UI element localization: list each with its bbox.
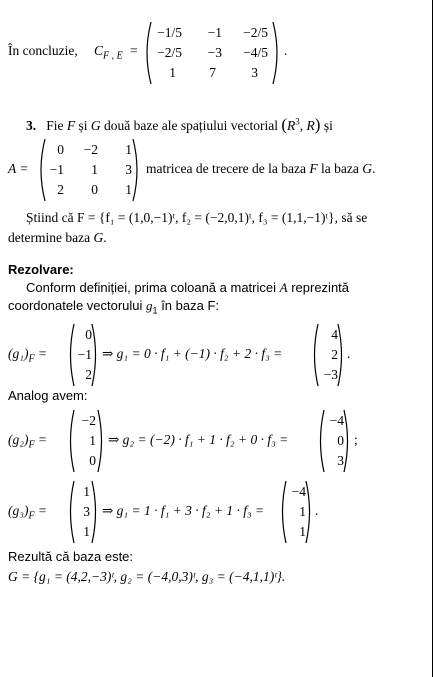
cell: 1 xyxy=(91,162,98,177)
eq3-lhs: $(g_3)_F$ = xyxy=(8,503,48,522)
A-matrix-table xyxy=(42,140,132,200)
text: determine baza xyxy=(8,230,91,245)
cell: 0 xyxy=(89,453,96,468)
eq3-end: . xyxy=(315,503,319,518)
cell: 1 xyxy=(169,65,176,80)
cell: −3 xyxy=(207,45,222,60)
cell: −4/5 xyxy=(243,45,268,60)
result-formula: G = {g₁ = (4,2,−3)ᵗ, g₂ = (−4,0,3)ᵗ, g₃ = (−4,1,1)ᵗ}. xyxy=(8,569,286,584)
text: reprezintă xyxy=(291,280,350,295)
cell: −1 xyxy=(77,347,92,362)
text: și xyxy=(323,118,333,133)
A-description xyxy=(146,161,375,177)
cell: −2 xyxy=(83,142,98,157)
vector-table xyxy=(70,482,90,542)
cell: 0 xyxy=(91,182,98,197)
eq1-end: . xyxy=(347,346,351,361)
symbol-F: F xyxy=(66,118,76,133)
text: . xyxy=(371,161,376,176)
eq2-vector xyxy=(66,408,106,474)
cell: −1/5 xyxy=(157,25,182,40)
cell: 0 xyxy=(337,433,344,448)
eq1-vector xyxy=(66,322,100,388)
symbol-R2: , R xyxy=(299,118,315,133)
text: și xyxy=(78,118,88,133)
subscript: F xyxy=(28,353,35,365)
A-label: A = xyxy=(8,161,29,176)
cell: 4 xyxy=(331,327,338,342)
cell: 1 xyxy=(125,142,132,157)
eq3-middle: ⇒ g₁ = 1 · f₁ + 3 · f₂ + 1 · f₃ = xyxy=(102,503,265,518)
symbol-G: G xyxy=(93,230,104,245)
conclusion-end: . xyxy=(284,43,288,58)
vector-table xyxy=(70,411,96,471)
text: Fie xyxy=(46,118,64,133)
conclusion-matrix xyxy=(142,20,282,86)
conclusion-matrix-table xyxy=(148,23,268,83)
cell: 1 xyxy=(299,524,306,539)
eq3-result xyxy=(278,479,314,545)
solution-p2 xyxy=(8,298,219,316)
symbol-G: G xyxy=(362,161,372,176)
conclusion-lhs xyxy=(94,43,123,62)
eq2-result xyxy=(316,408,352,474)
eq2-middle: ⇒ g₂ = (−2) · f₁ + 1 · f₂ + 0 · f₃ = xyxy=(108,432,289,447)
cell: 1 xyxy=(83,524,90,539)
cell: −2 xyxy=(81,413,96,428)
cell: 1 xyxy=(299,504,306,519)
cell: 1 xyxy=(89,433,96,448)
text: . xyxy=(103,230,107,245)
problem-line4 xyxy=(8,230,107,246)
cell: 0 xyxy=(85,327,92,342)
cell: 2 xyxy=(85,367,92,382)
eq3-vector xyxy=(66,479,100,545)
symbol-G: G xyxy=(90,118,101,133)
cell: −2/5 xyxy=(157,45,182,60)
text: la baza xyxy=(321,161,359,176)
problem-line3: Știind că F = {f₁ = (1,0,−1)ᵗ, f₂ = (−2,0,1)ᵗ, f₃ = (1,1,−1)ᵗ}, să se xyxy=(26,210,368,225)
eq1-middle: ⇒ g₁ = 0 · f₁ + (−1) · f₂ + 2 · f₃ = xyxy=(102,346,283,361)
cell: 3 xyxy=(251,65,258,80)
lhs-subscript: F , E xyxy=(103,50,123,62)
cell: 2 xyxy=(331,347,338,362)
vector-table xyxy=(314,325,338,385)
cell: 3 xyxy=(125,162,132,177)
cell: 1 xyxy=(125,182,132,197)
vector-table xyxy=(320,411,344,471)
cell: −4 xyxy=(291,484,306,499)
text: coordonatele vectorului xyxy=(8,298,143,313)
symbol-R: R xyxy=(287,118,296,133)
text: matricea de trecere de la baza xyxy=(146,161,307,176)
eq1-result xyxy=(310,322,346,388)
cell: 7 xyxy=(209,65,216,80)
cell: 0 xyxy=(57,142,64,157)
analog-text: Analog avem: xyxy=(8,388,88,403)
problem-number: 3. xyxy=(26,118,37,133)
A-matrix xyxy=(36,137,142,203)
conclusion-prefix: În concluzie, xyxy=(8,43,78,58)
cell: −4 xyxy=(329,413,344,428)
text: (g₃) xyxy=(8,503,29,518)
lhs-symbol: C xyxy=(94,43,104,58)
text: în baza F: xyxy=(161,298,219,313)
cell: −2/5 xyxy=(243,25,268,40)
symbol-A: A xyxy=(279,280,288,295)
exponent: 3 xyxy=(295,116,300,127)
solution-heading: Rezolvare: xyxy=(8,262,74,277)
text: două baze ale spațiului vectorial xyxy=(104,118,278,133)
subscript: F xyxy=(28,510,35,522)
eq1-lhs: $(g_1)_F$ = xyxy=(8,346,48,365)
cell: 2 xyxy=(57,182,64,197)
cell: −1 xyxy=(207,25,222,40)
cell: −1 xyxy=(49,162,64,177)
vector-table xyxy=(282,482,306,542)
cell: −3 xyxy=(323,367,338,382)
eq2-end: ; xyxy=(354,432,358,447)
result-text: Rezultă că baza este: xyxy=(8,549,134,564)
text: (g₁) xyxy=(8,346,29,361)
text: (g₂) xyxy=(8,432,29,447)
text: Conform definiției, prima coloană a matricei xyxy=(26,280,276,295)
symbol-g: g xyxy=(146,298,153,313)
cell: 3 xyxy=(337,453,344,468)
space-close-paren: ) xyxy=(314,115,321,134)
problem-line1 xyxy=(26,115,333,135)
eq2-lhs: $(g_2)_F$ = xyxy=(8,432,48,451)
space-open-paren: ( xyxy=(281,115,288,134)
solution-p1 xyxy=(26,280,349,296)
conclusion-eq: = xyxy=(130,43,138,58)
cell: 3 xyxy=(83,504,90,519)
subscript: 1 xyxy=(152,305,158,316)
vector-table xyxy=(70,325,92,385)
cell: 1 xyxy=(83,484,90,499)
symbol-F: F xyxy=(309,161,318,176)
subscript: F xyxy=(28,439,35,451)
